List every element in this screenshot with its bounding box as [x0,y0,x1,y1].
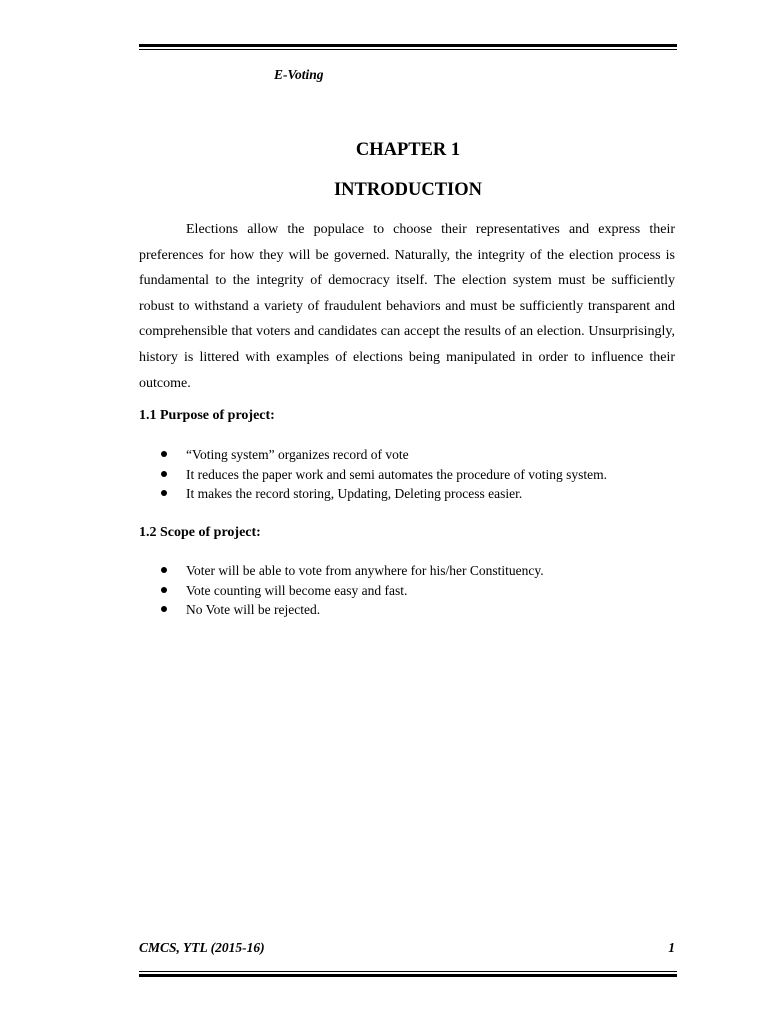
list-item [139,600,679,620]
list-item-text: It reduces the paper work and semi automates the procedure of voting system. [186,466,607,482]
section-heading-purpose: 1.1 Purpose of project: [139,408,275,423]
list-item [139,445,679,465]
bullet-icon [161,451,167,457]
list-item-text: “Voting system” organizes record of vote [186,447,409,462]
section-heading-scope: 1.2 Scope of project: [139,525,261,540]
bullet-icon [161,567,167,573]
list-item [139,484,679,504]
header-rule [139,44,677,50]
list-item-text: It makes the record storing, Updating, Deleting process easier. [186,486,523,501]
bullet-icon [161,587,167,593]
intro-paragraph: Elections allow the populace to choose their representatives and express their preferences for how they will be governed. Naturally, the integrity of the election process is fundamental to the integrity of democracy itself. The election system must be sufficiently robust to withstand a variety of fraudulent behaviors and must be sufficiently transparent and comprehensible that voters and candidates can accept the results of an election. Unsurprisingly, history is littered with examples of elections being manipulated in order to influence their outcome. [139,222,675,391]
bullet-icon [161,490,167,496]
running-title: E-Voting [274,67,324,82]
purpose-bullet-list [139,445,679,504]
chapter-title: INTRODUCTION [333,180,483,200]
bullet-icon [161,606,167,612]
list-item [139,465,679,485]
bullet-icon [161,471,167,477]
list-item-text: Vote counting will become easy and fast. [186,582,408,598]
list-item-text: Voter will be able to vote from anywhere for his/her Constituency. [186,563,544,578]
footer-page-number: 1 [668,940,675,955]
chapter-number: CHAPTER 1 [355,140,461,160]
list-item [139,581,679,601]
footer-rule [139,971,677,977]
scope-bullet-list [139,561,679,620]
list-item [139,561,679,581]
footer-institution: CMCS, YTL (2015-16) [139,940,265,955]
list-item-text: No Vote will be rejected. [186,602,321,617]
